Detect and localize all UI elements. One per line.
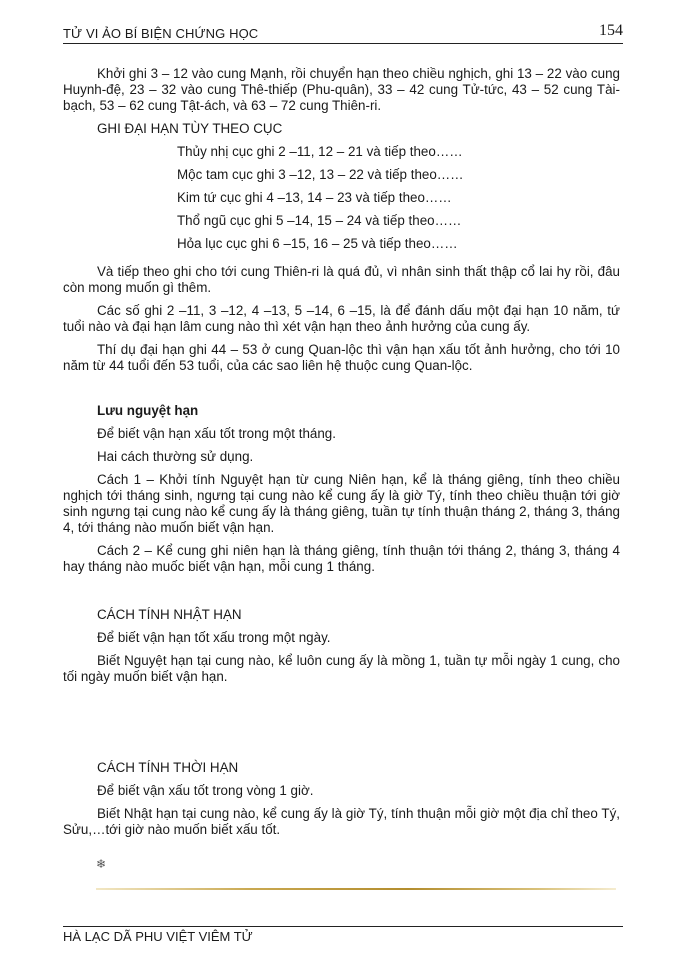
paragraph-thien-ri: Và tiếp theo ghi cho tới cung Thiên-ri là quá đủ, vì nhân sinh thất thập cổ lai hy rồi, đâu còn mong muốn gì thêm. [63,264,620,295]
paragraph-cach-2: Cách 2 – Kể cung ghi niên hạn là tháng giêng, tính thuận tới tháng 2, tháng 3, tháng 4 hay tháng nào muốc biết vận hạn, mỗi cung 1 tháng. [63,543,620,574]
page-footer [63,926,623,945]
spacer [63,582,620,607]
paragraph-cach-1: Cách 1 – Khởi tính Nguyệt hạn từ cung Niên hạn, kể là tháng giêng, tính theo chiều nghịch tới tháng sinh, ngưng tại cung nào kể cung ấy là giờ Tý, tính theo chiều thuận tới giờ sinh ngưng tại cung nào kể cung ấy là tháng giêng, tuần tự tính thuận tháng 2, tháng 3, tháng 4, tới tháng nào muốn biết vận hạn. [63,472,620,535]
heading-thoi-han: CÁCH TÍNH THỜI HẠN [97,760,239,775]
list-item: Thổ ngũ cục ghi 5 –14, 15 – 24 và tiếp theo…… [177,213,462,228]
snowflake-ornament-icon: ❄ [96,857,107,871]
heading-ghi-dai-han: GHI ĐẠI HẠN TÙY THEO CỤC [97,121,283,136]
list-item: Mộc tam cục ghi 3 –12, 13 – 22 và tiếp theo…… [177,167,464,182]
page-number: 154 [599,22,623,39]
list-item: Thủy nhị cục ghi 2 –11, 12 – 21 và tiếp theo…… [177,144,463,159]
paragraph-thi-du: Thí dụ đại hạn ghi 44 – 53 ở cung Quan-lộc thì vận hạn xấu tốt ảnh hưởng, cho tới 10 năm từ 44 tuổi đến 53 tuổi, của các sao liên hệ thuộc cung Quan-lộc. [63,342,620,373]
spacer [63,381,620,403]
gold-divider [96,888,616,890]
paragraph-thoi-han-intro: Để biết vận xấu tốt trong vòng 1 giờ. [97,783,314,798]
spacer [63,692,620,760]
heading-luu-nguyet-han: Lưu nguyệt hạn [97,403,199,418]
cuc-list [177,144,620,259]
paragraph-nguyet-han-intro: Để biết vận hạn xấu tốt trong một tháng. [97,426,336,441]
paragraph-hai-cach: Hai cách thường sử dụng. [97,449,254,464]
paragraph-nhat-han-intro: Để biết vận hạn tốt xấu trong một ngày. [97,630,331,645]
author-name: HÀ LẠC DÃ PHU VIỆT VIÊM TỬ [63,929,253,944]
page-body [63,66,620,845]
paragraph-cac-so-ghi: Các số ghi 2 –11, 3 –12, 4 –13, 5 –14, 6 –15, là để đánh dấu một đại hạn 10 năm, tứ tuổi nào và đại hạn lâm cung nào thì xét vận hạn theo ảnh hưởng của cung ấy. [63,303,620,334]
paragraph-khoi-ghi: Khởi ghi 3 – 12 vào cung Mạnh, rồi chuyển hạn theo chiều nghịch, ghi 13 – 22 vào cung Huynh-đệ, 23 – 32 vào cung Thê-thiếp (Phu-quân), 33 – 42 cung Tử-tức, 43 – 52 cung Tài-bạch, 53 – 62 cung Tật-ách, và 63 – 72 cung Thiên-ri. [63,66,620,113]
list-item: Hỏa lục cục ghi 6 –15, 16 – 25 và tiếp theo…… [177,236,458,251]
heading-nhat-han: CÁCH TÍNH NHẬT HẠN [97,607,242,622]
paragraph-nhat-han-body: Biết Nguyệt hạn tại cung nào, kể luôn cung ấy là mồng 1, tuần tự mỗi ngày 1 cung, cho tối ngày muốn biết vận hạn. [63,653,620,684]
paragraph-thoi-han-body: Biết Nhật hạn tại cung nào, kể cung ấy là giờ Tý, tính thuận mỗi giờ một địa chỉ theo Tý, Sửu,…tới giờ nào muốn biết xấu tốt. [63,806,620,837]
list-item: Kim tứ cục ghi 4 –13, 14 – 23 và tiếp theo…… [177,190,452,205]
book-title: TỬ VI ẢO BÍ BIỆN CHỨNG HỌC [63,26,259,41]
page-header [63,24,623,44]
